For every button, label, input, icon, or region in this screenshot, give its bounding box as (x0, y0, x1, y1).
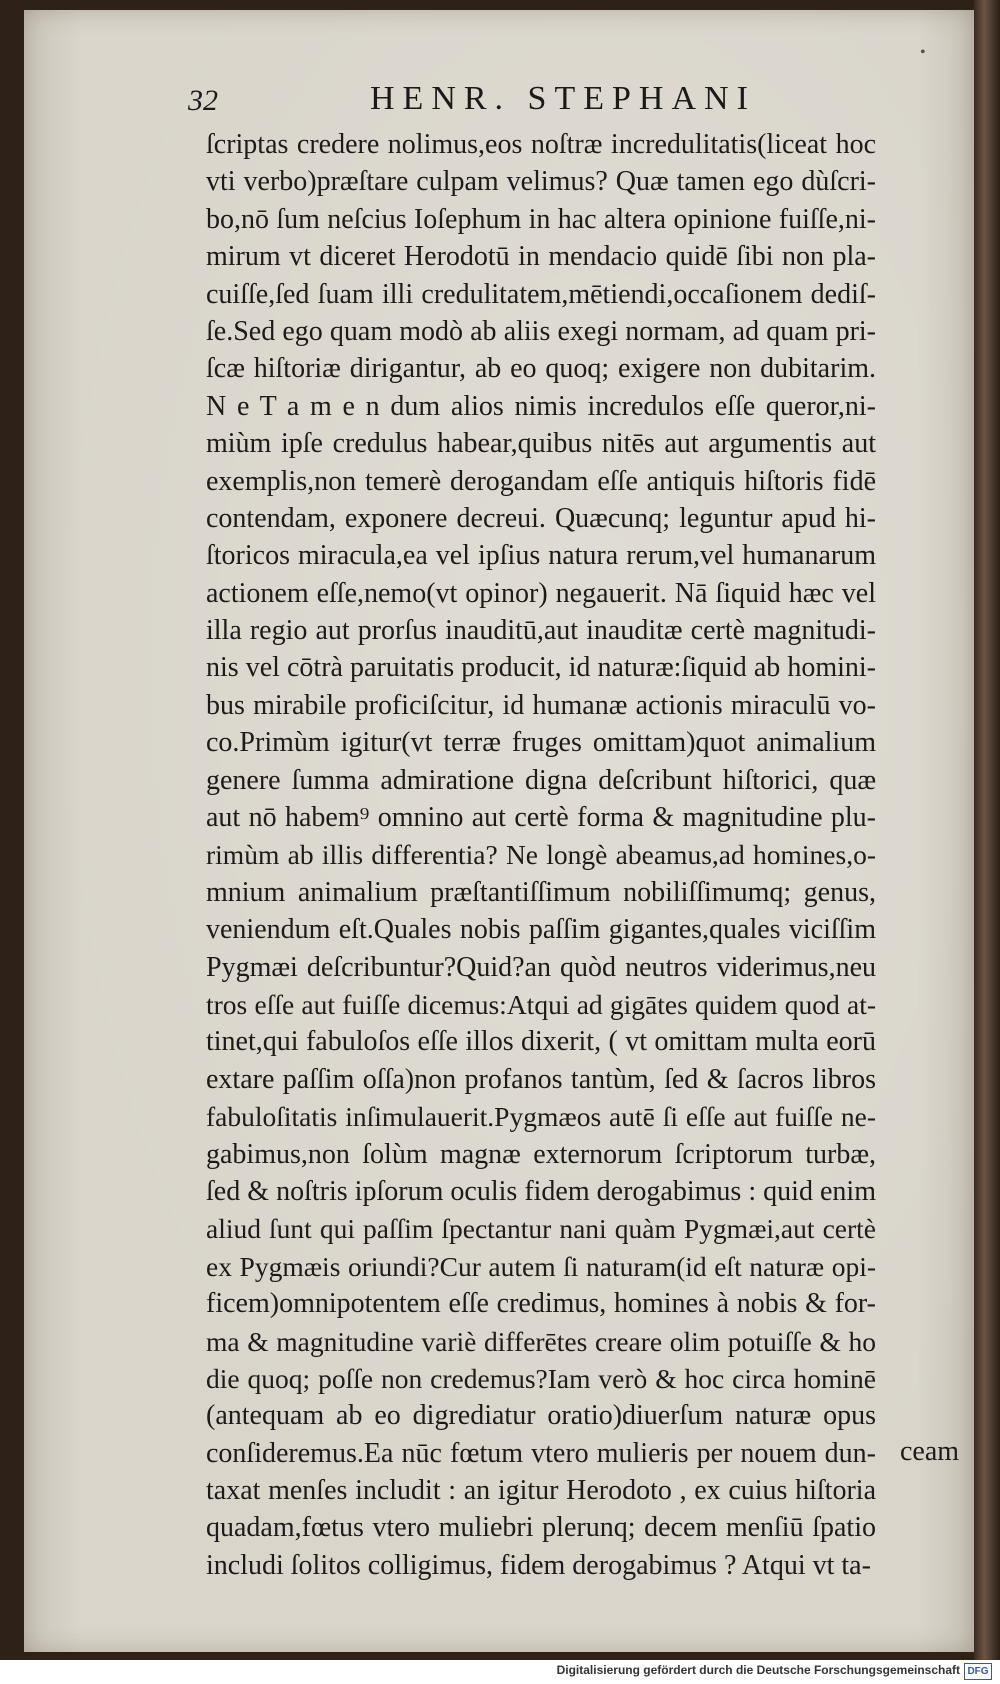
text-line: mnium animalium præſtantiſſimum nobiliſſimumq; genus, (206, 876, 876, 908)
text-line: Pygmæi deſcribuntur?Quid?an quòd neutros viderimus,neu (206, 951, 876, 983)
text-line: fabuloſitatis inſimulauerit.Pygmæos autē ſi eſſe aut fuiſſe ne- (206, 1101, 876, 1133)
footer-bar (0, 1660, 1000, 1684)
text-line: mirum vt diceret Herodotū in mendacio quidē ſibi non pla- (206, 241, 876, 273)
funding-credit: Digitalisierung gefördert durch die Deutsche Forschungsgemeinschaft (556, 1663, 960, 1677)
text-line: nis vel cōtrà paruitatis producit, id naturæ:ſiquid ab homini- (206, 652, 876, 684)
text-line: aut nō habem⁹ omnino aut certè forma & magnitudine plu- (206, 802, 876, 834)
text-line: ſcriptas credere nolimus,eos noſtræ incredulitatis(liceat hoc (206, 129, 876, 160)
text-line: aliud ſunt qui paſſim ſpectantur nani quàm Pygmæi,aut certè (206, 1213, 876, 1245)
text-line: contendam, exponere decreui. Quæcunq; leguntur apud hi- (206, 502, 876, 534)
running-head (188, 80, 768, 130)
text-line: includi ſolitos colligimus, fidem derogabimus ? Atqui vt ta- (206, 1549, 871, 1581)
text-line: die quoq; poſſe non credemus?Iam verò & hoc circa hominē (206, 1362, 876, 1394)
text-line: ex Pygmæis oriundi?Cur autem ſi naturam(id eſt naturæ opi- (206, 1250, 876, 1282)
text-line: ſe.Sed ego quam modò ab aliis exegi normam, ad quam pri- (206, 315, 876, 347)
text-line: ſtoricos miracula,ea vel ipſius natura rerum,vel humanarum (206, 540, 876, 572)
text-line: gabimus,non ſolùm magnæ externorum ſcriptorum turbæ, (206, 1138, 876, 1170)
text-line: tinet,qui fabuloſos eſſe illos dixerit, ( vt omittam multa eorū (206, 1026, 876, 1058)
text-line: actionem eſſe,nemo(vt opinor) negauerit. Nā ſiquid hæc vel (206, 577, 876, 609)
text-line: taxat menſes includit : an igitur Herodoto , ex cuius hiſtoria (206, 1475, 876, 1507)
text-line: co.Primùm igitur(vt terræ fruges omittam)quot animalium (206, 727, 876, 759)
text-line: quadam,fœtus vtero muliebri plerunq; decem menſiū ſpatio (206, 1512, 876, 1544)
text-line: exemplis,non temerè derogandam eſſe antiquis hiſtoris fidē (206, 465, 876, 497)
page-number: 32 (188, 84, 218, 117)
text-line: N e T a m e n dum alios nimis incredulos eſſe queror,ni- (206, 390, 876, 422)
page-edge (974, 0, 1000, 1660)
text-line: ſcæ hiſtoriæ dirigantur, ab eo quoq; exigere non dubitarim. (206, 353, 876, 385)
text-line: (antequam ab eo digrediatur oratio)diuerſum naturæ opus (206, 1400, 876, 1432)
body-text (206, 126, 876, 1584)
text-line: genere ſumma admiratione digna deſcribunt hiſtorici, quæ (206, 764, 876, 796)
text-line: extare paſſim oſſa)non profanos tantùm, ſed & ſacros libros (206, 1063, 876, 1095)
text-line: bus mirabile proficiſcitur, id humanæ actionis miraculū vo- (206, 689, 876, 721)
text-line: vti verbo)præſtare culpam velimus? Quæ tamen ego dùſcri- (206, 166, 876, 198)
dfg-logo: DFG (964, 1663, 992, 1680)
text-line: ficem)omnipotentem eſſe credimus, homines à nobis & for- (206, 1288, 876, 1320)
catchword: ceam (900, 1436, 960, 1467)
running-title: HENR. STEPHANI (370, 80, 756, 117)
text-line: miùm ipſe credulus habear,quibus nitēs aut argumentis aut (206, 428, 876, 460)
text-line: ma & magnitudine variè differētes creare olim potuiſſe & ho (206, 1325, 876, 1357)
text-line: conſideremus.Ea nūc fœtum vtero mulieris per nouem dun- (206, 1437, 876, 1469)
text-line: tros eſſe aut fuiſſe dicemus:Atqui ad gigātes quidem quod at- (206, 988, 876, 1020)
page-speck: • (920, 44, 926, 61)
text-line: illa regio aut prorſus inauditū,aut inauditæ certè magnitudi- (206, 615, 876, 647)
text-line: bo,nō ſum neſcius Ioſephum in hac altera opinione fuiſſe,ni- (206, 203, 876, 235)
text-line: cuiſſe,ſed ſuam illi credulitatem,mētiendi,occaſionem dediſ- (206, 278, 876, 310)
text-line: veniendum eſt.Quales nobis paſſim gigantes,quales viciſſim (206, 914, 876, 946)
text-line: rimùm ab illis differentia? Ne longè abeamus,ad homines,o- (206, 839, 876, 871)
text-line: ſed & noſtris ipſorum oculis fidem derogabimus : quid enim (206, 1175, 876, 1207)
